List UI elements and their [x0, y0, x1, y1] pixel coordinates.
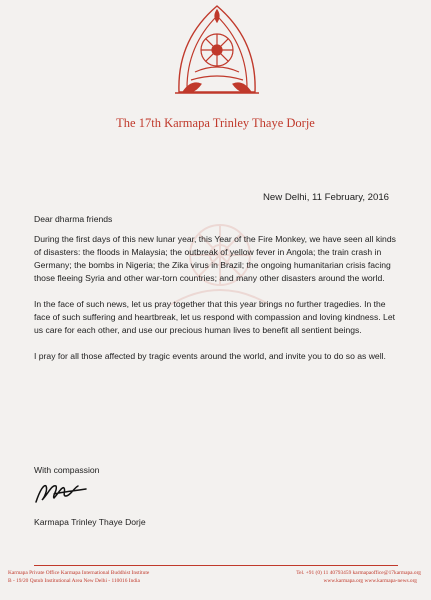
closing: With compassion — [34, 465, 100, 475]
letter-body — [34, 213, 398, 376]
letter-date: New Delhi, 11 February, 2016 — [262, 192, 389, 203]
paragraph-2: In the face of such news, let us pray together that this year brings no further tragedies. In the face of such suffering and heartbreak, let us respond with compassion and loving kindness. Let us care for each other, and use our precious human lives to benefit all sentient beings. — [34, 299, 395, 335]
signature-icon — [34, 480, 94, 506]
letterhead-title: The 17th Karmapa Trinley Thaye Dorje — [116, 116, 315, 130]
footer-left-line2: B - 19/20 Qutub Institutional Area New Delhi - 110016 India — [8, 577, 140, 584]
paragraph-1: During the first days of this new lunar year, this Year of the Fire Monkey, we have seen all kinds of disasters: the floods in Malaysia; the outbreak of yellow fever in Angola; the train crash in Germany; the bombs in Nigeria; the Zika virus in Brazil; the ongoing humanitarian crisis facing those fleeing Syria and other war-torn countries; and many other disasters around the world. — [34, 234, 396, 283]
paragraph-3: I pray for all those affected by tragic events around the world, and invite you to do so as well. — [34, 351, 386, 361]
footer-contact — [296, 570, 421, 585]
footer-address — [8, 570, 149, 585]
footer-left-line1: Karmapa Private Office Karmapa International Buddhist Institute — [8, 570, 150, 576]
footer-divider — [34, 565, 398, 566]
footer-right-line1: Tel. +91 (0) 11 40793459 karmapaoffice@17karmapa.org — [296, 570, 421, 576]
footer-right-line2: www.karmapa.org www.karmapa-news.org — [323, 577, 417, 584]
dharma-wheel-emblem-icon — [165, 0, 269, 100]
signer-name: Karmapa Trinley Thaye Dorje — [34, 517, 146, 527]
salutation: Dear dharma friends — [34, 214, 113, 224]
